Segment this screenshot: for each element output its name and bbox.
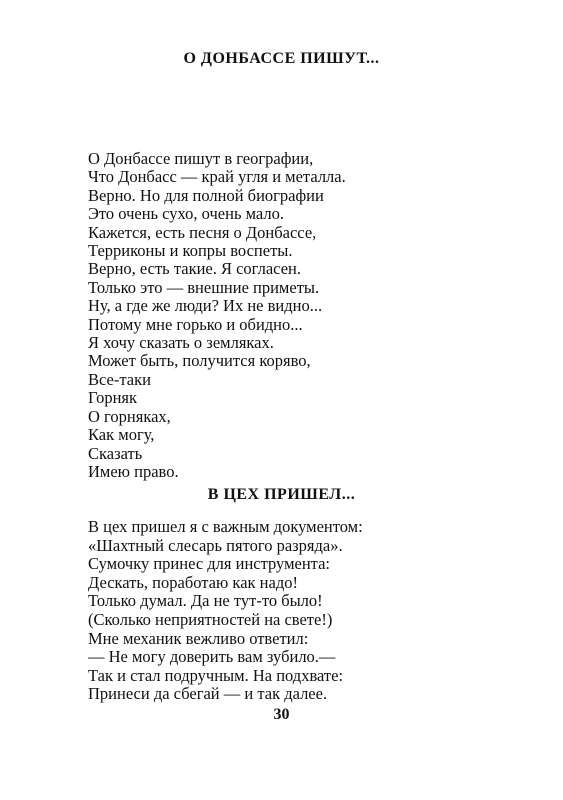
poem-body-1 xyxy=(88,150,528,481)
poem-line: Принеси да сбегай — и так далее. xyxy=(88,684,328,704)
poem-line: (Сколько неприятностей на свете!) xyxy=(88,609,333,629)
poem-line: Мне механик вежливо ответил: xyxy=(88,628,309,648)
poem-line: Только думал. Да не тут-то было! xyxy=(88,591,323,611)
poem-line: Терриконы и копры воспеты. xyxy=(88,241,293,261)
poem-line: Горняк xyxy=(88,388,138,408)
poem-line: Кажется, есть песня о Донбассе, xyxy=(88,222,317,242)
poem-line: Верно, есть такие. Я согласен. xyxy=(88,259,301,279)
poem-line: В цех пришел я с важным документом: xyxy=(88,517,363,536)
poem-title-1: О ДОНБАССЕ ПИШУТ... xyxy=(183,50,380,67)
poem-line: О Донбассе пишут в географии, xyxy=(88,149,314,168)
poem-line: Так и стал подручным. На подхвате: xyxy=(88,665,344,685)
poem-line: Все-таки xyxy=(88,369,151,389)
poem-line: Дескать, поработаю как надо! xyxy=(88,572,298,592)
poem-line: Это очень сухо, очень мало. xyxy=(88,204,284,224)
poem-line: Я хочу сказать о земляках. xyxy=(88,333,274,353)
poem-line: Сумочку принес для инструмента: xyxy=(88,554,330,574)
page-number: 30 xyxy=(273,706,290,723)
poem-line: Имею право. xyxy=(88,461,179,481)
poem-line: Только это — внешние приметы. xyxy=(88,277,320,297)
poem-line: «Шахтный слесарь пятого разряда». xyxy=(88,535,343,555)
poem-line: Может быть, получится коряво, xyxy=(88,351,311,371)
poem-title-2: В ЦЕХ ПРИШЕЛ... xyxy=(207,486,356,503)
poem-line: Верно. Но для полной биографии xyxy=(88,185,324,205)
poem-body-2 xyxy=(88,518,528,704)
poem-line: — Не могу доверить вам зубило.— xyxy=(88,647,336,667)
poem-line: Сказать xyxy=(88,443,143,463)
poem-line: Как могу, xyxy=(88,425,155,445)
poem-line: Ну, а где же люди? Их не видно... xyxy=(88,296,323,316)
poem-line: Что Донбасс — край угля и металла. xyxy=(88,167,346,187)
poem-line: О горняках, xyxy=(88,406,171,426)
poem-line: Потому мне горько и обидно... xyxy=(88,314,303,334)
